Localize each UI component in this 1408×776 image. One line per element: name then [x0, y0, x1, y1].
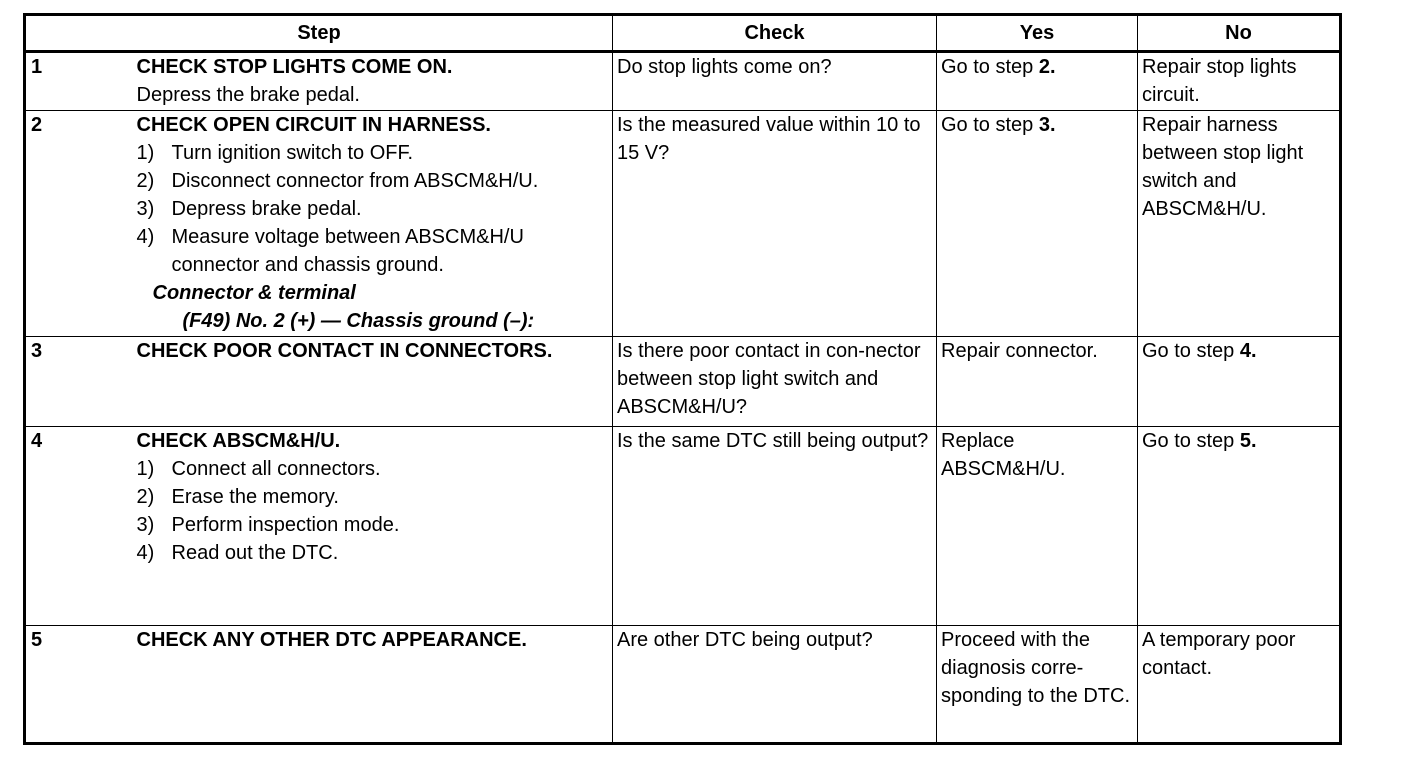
no-cell — [1138, 337, 1341, 426]
check-cell: Is there poor contact in con-nector between stop light switch and ABSCM&H/U? — [613, 337, 937, 426]
step-number: 2 — [25, 111, 137, 337]
connector-label: Connector & terminal — [152, 282, 356, 305]
substep-text: Perform inspection mode. — [171, 513, 400, 536]
no-step-ref: 4. — [1239, 340, 1257, 363]
step-description: Depress the brake pedal. — [136, 84, 360, 106]
check-cell: Is the same DTC still being output? — [613, 426, 937, 625]
check-cell: Do stop lights come on? — [613, 52, 937, 111]
yes-step-ref: 3. — [1038, 114, 1056, 137]
yes-text: Repair connector. — [941, 340, 1098, 363]
step-title: CHECK ABSCM&H/U. — [136, 429, 341, 452]
substep-text: Disconnect connector from ABSCM&H/U. — [171, 170, 539, 193]
no-text: Repair stop lights circuit. — [1142, 56, 1297, 106]
substep-index: 1) — [136, 142, 155, 165]
no-cell — [1138, 426, 1341, 625]
substep-list — [137, 139, 609, 279]
substep-index: 2) — [136, 485, 155, 508]
no-cell — [1138, 111, 1341, 337]
substep-text: Turn ignition switch to OFF. — [171, 142, 414, 165]
list-item — [137, 167, 609, 195]
table-row — [25, 52, 1341, 111]
no-cell — [1138, 625, 1341, 743]
table-row — [25, 426, 1341, 625]
substep-text: Read out the DTC. — [171, 541, 339, 564]
yes-cell — [937, 52, 1138, 111]
step-number: 3 — [25, 337, 137, 426]
list-item — [137, 223, 609, 279]
header-no: No — [1138, 15, 1341, 52]
list-item — [137, 455, 609, 483]
no-text: Go to step — [1142, 340, 1240, 363]
table-row — [25, 337, 1341, 426]
substep-index: 1) — [136, 457, 155, 480]
no-step-ref: 5. — [1239, 429, 1257, 452]
substep-text: Depress brake pedal. — [171, 198, 362, 221]
yes-cell — [937, 426, 1138, 625]
substep-index: 3) — [136, 198, 155, 221]
yes-text: Go to step — [941, 114, 1039, 137]
yes-text: Replace ABSCM&H/U. — [941, 429, 1066, 480]
list-item — [137, 511, 609, 539]
step-number: 1 — [25, 52, 137, 111]
step-cell — [137, 52, 613, 111]
step-cell — [137, 625, 613, 743]
substep-text: Connect all connectors. — [171, 457, 381, 480]
step-cell — [137, 111, 613, 337]
list-item — [137, 195, 609, 223]
step-title: CHECK OPEN CIRCUIT IN HARNESS. — [136, 114, 491, 137]
no-cell — [1138, 52, 1341, 111]
check-cell: Are other DTC being output? — [613, 625, 937, 743]
list-item — [137, 139, 609, 167]
substep-index: 3) — [136, 513, 155, 536]
step-title: CHECK ANY OTHER DTC APPEARANCE. — [136, 628, 527, 651]
header-row — [25, 15, 1341, 52]
header-yes: Yes — [937, 15, 1138, 52]
substep-text: Measure voltage between ABSCM&H/U connector and chassis ground. — [171, 226, 524, 277]
yes-text: Go to step — [941, 56, 1039, 78]
yes-step-ref: 2. — [1038, 56, 1056, 78]
header-check: Check — [613, 15, 937, 52]
no-text: Go to step — [1142, 429, 1240, 452]
no-text: A temporary poor contact. — [1142, 628, 1296, 679]
list-item — [137, 539, 609, 567]
table-row — [25, 111, 1341, 337]
substep-index: 4) — [136, 541, 155, 564]
substep-index: 2) — [136, 170, 155, 193]
substep-text: Erase the memory. — [171, 485, 339, 508]
yes-cell — [937, 625, 1138, 743]
substep-list — [137, 455, 609, 567]
step-cell — [137, 426, 613, 625]
connector-value: (F49) No. 2 (+) — Chassis ground (–): — [182, 310, 535, 333]
step-title: CHECK POOR CONTACT IN CONNECTORS. — [136, 340, 553, 363]
list-item — [137, 483, 609, 511]
step-cell — [137, 337, 613, 426]
diagnostic-table — [23, 13, 1342, 745]
check-cell: Is the measured value within 10 to 15 V? — [613, 111, 937, 337]
yes-cell — [937, 111, 1138, 337]
table-row — [25, 625, 1341, 743]
step-title: CHECK STOP LIGHTS COME ON. — [136, 56, 453, 78]
no-text: Repair harness between stop light switch and ABSCM&H/U. — [1142, 114, 1304, 221]
step-number: 4 — [25, 426, 137, 625]
yes-cell — [937, 337, 1138, 426]
step-number: 5 — [25, 625, 137, 743]
yes-text: Proceed with the diagnosis corre-sponding to the DTC. — [941, 628, 1130, 707]
substep-index: 4) — [136, 226, 155, 249]
header-step: Step — [25, 15, 613, 52]
